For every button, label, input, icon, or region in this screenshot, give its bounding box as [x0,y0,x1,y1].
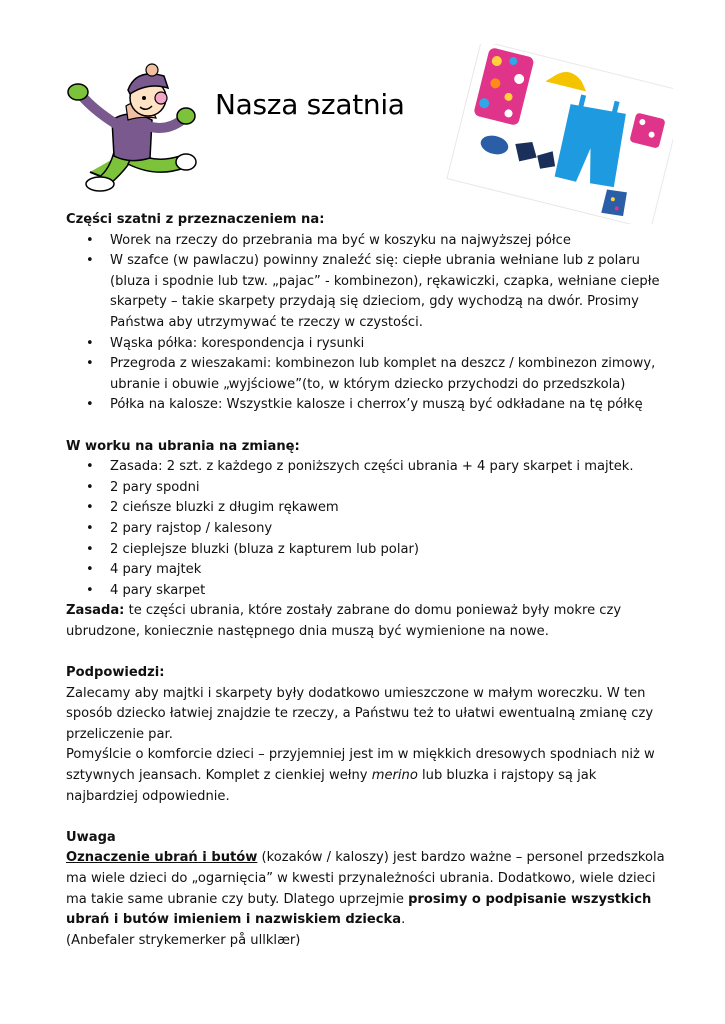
tips-paragraph-1: Zalecamy aby majtki i skarpety były dodatkowo umieszczone w małym woreczku. W ten sposób dziecko łatwiej znajdzie te rzeczy, a Państwu też to ułatwi ewentualną zmianę czy przeliczenie par. [66,685,654,742]
list-item: • 2 pary spodni [66,478,666,499]
list-item: • 2 pary rajstop / kalesony [66,519,666,540]
rain-clothes-photo [443,44,673,224]
note-text-1: (kozaków / kaloszy) jest bardzo ważne – personel przedszkola ma wiele dzieci do „ogarnięcia” w kwesti przynależności ubrania. Dodatkowo, wiele dzieci ma takie same ubranie czy buty. Dlatego uprzejmie [66,850,665,907]
page-title: Nasza szatnia [215,88,405,121]
bag-rule [66,601,666,642]
parts-list [66,231,666,416]
tips-text-a: Pomyślcie o komforcie dzieci – przyjemniej jest im w miękkich dresowych spodniach niż w sztywnych jeansach. Komplet z cienkiej wełny [66,747,655,784]
list-item: • Przegroda z wieszakami: kombinezon lub komplet na deszcz / kombinezon zimowy, ubranie i obuwie „wyjściowe”(to, w którym dziecko przychodzi do przedszkola) [66,354,666,395]
list-item: • 4 pary majtek [66,560,666,581]
section-heading-bag: W worku na ubrania na zmianę: [66,438,300,454]
note-underlined: Oznaczenie ubrań i butów [66,850,258,866]
tips-text-b: lub bluzka i rajstopy są jak najbardziej odpowiednie. [66,768,597,804]
list-item: • Worek na rzeczy do przebrania ma być w koszyku na najwyższej półce [66,231,666,252]
list-item: • 2 cieplejsze bluzki (bluza z kapturem lub polar) [66,540,666,561]
list-item: • 4 pary skarpet [66,581,666,602]
list-item: • 2 cieńsze bluzki z długim rękawem [66,498,666,519]
tips-paragraph-2 [66,745,666,807]
document-body [66,210,666,951]
running-child-clipart [60,60,210,195]
bag-list [66,457,666,601]
list-item: • Wąska półka: korespondencja i rysunki [66,334,666,355]
section-heading-note: Uwaga [66,829,116,845]
note-text-2: . [401,912,406,928]
list-item: • W szafce (w pawlaczu) powinny znaleźć się: ciepłe ubrania wełniane lub z polaru (bluza i spodnie lub tzw. „pajac” - kombinezon), rękawiczki, czapka, wełniane ciepłe skarpety – takie skarpety przydają się dzieciom, gdy wychodzą na dwór. Prosimy Państwa aby utrzymywać te rzeczy w czystości. [66,251,666,333]
bag-rule-text: te części ubrania, które zostały zabrane do domu ponieważ były mokre czy ubrudzone, koniecznie następnego dnia muszą być wymienione na nowe. [66,603,622,639]
list-item: • Półka na kalosze: Wszystkie kalosze i cherrox’y muszą być odkładane na tę półkę [66,395,666,416]
bag-rule-label: Zasada: [66,603,125,619]
note-footnote: (Anbefaler strykemerker på ullklær) [66,932,301,948]
list-item: • Zasada: 2 szt. z każdego z poniższych części ubrania + 4 pary skarpet i majtek. [66,457,666,478]
section-heading-tips: Podpowiedzi: [66,665,165,681]
note-bold: prosimy o podpisanie wszystkich ubrań i butów imieniem i nazwiskiem dziecka [66,891,652,928]
section-heading-parts: Części szatni z przeznaczeniem na: [66,212,325,227]
note-paragraph [66,848,666,930]
tips-italic: merino [371,768,418,784]
